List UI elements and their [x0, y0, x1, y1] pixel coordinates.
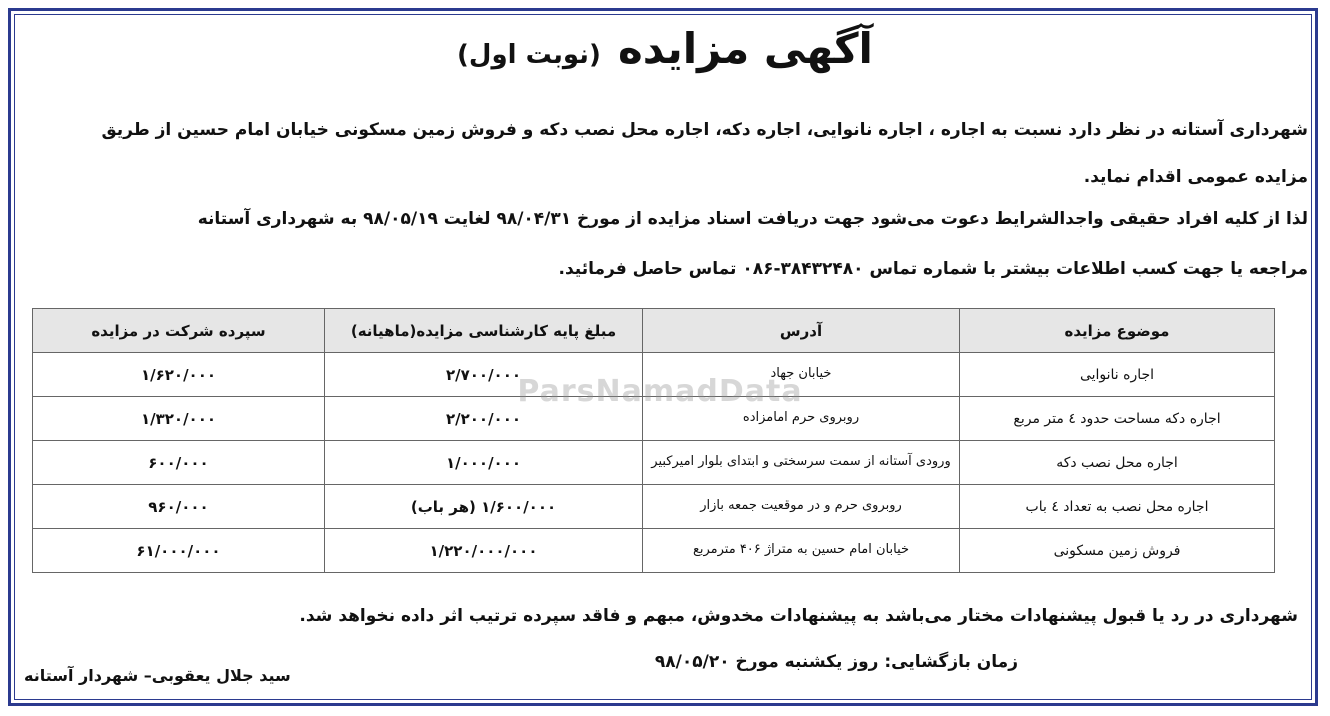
paragraph-line-1: شهرداری آستانه در نظر دارد نسبت به اجاره ، اجاره نانوایی، اجاره دکه، اجاره محل نصب دکه و فروش زمین مسکونی خیابان امام حسین از طریق — [101, 120, 1308, 140]
cell-address: روبروی حرم و در موقعیت جمعه بازار — [643, 485, 960, 529]
header-deposit: سپرده شرکت در مزایده — [33, 309, 325, 353]
signature: سید جلال یعقوبی– شهردار آستانه — [24, 666, 291, 685]
header-address: آدرس — [643, 309, 960, 353]
notice-title — [0, 24, 1330, 73]
opening-time: زمان بازگشایی: روز یکشنبه مورخ ۹۸/۰۵/۲۰ — [654, 652, 1018, 672]
table-row — [33, 353, 1275, 397]
table-row — [33, 397, 1275, 441]
cell-subject: اجاره نانوایی — [960, 353, 1275, 397]
paragraph-line-3: لذا از کلیه افراد حقیقی واجدالشرایط دعوت می‌شود جهت دریافت اسناد مزایده از مورخ ۹۸/۰۴/۳۱ لغایت ۹۸/۰۵/۱۹ به شهرداری آستانه — [197, 209, 1308, 229]
cell-address: خیابان امام حسین به متراژ ۴۰۶ مترمربع — [643, 529, 960, 573]
cell-subject: اجاره دکه مساحت حدود ٤ متر مربع — [960, 397, 1275, 441]
cell-deposit: ۶۱/۰۰۰/۰۰۰ — [33, 529, 325, 573]
cell-subject: اجاره محل نصب دکه — [960, 441, 1275, 485]
cell-price: ۱/۰۰۰/۰۰۰ — [325, 441, 643, 485]
header-subject: موضوع مزایده — [960, 309, 1275, 353]
watermark-logo: ParsNamadData — [517, 374, 803, 409]
footer-note: شهرداری در رد یا قبول پیشنهادات مختار می‌باشد به پیشنهادات مخدوش، مبهم و فاقد سپرده ترتیب اثر داده نخواهد شد. — [299, 606, 1298, 626]
auction-table — [32, 308, 1275, 573]
paragraph-line-2: مزایده عمومی اقدام نماید. — [1083, 167, 1308, 187]
cell-address: روبروی حرم امامزاده — [643, 397, 960, 441]
header-price: مبلغ پایه کارشناسی مزایده(ماهیانه) — [325, 309, 643, 353]
cell-subject: فروش زمین مسکونی — [960, 529, 1275, 573]
cell-deposit: ۱/۶۲۰/۰۰۰ — [33, 353, 325, 397]
cell-deposit: ۹۶۰/۰۰۰ — [33, 485, 325, 529]
cell-price: ۲/۷۰۰/۰۰۰ — [325, 353, 643, 397]
cell-deposit: ۶۰۰/۰۰۰ — [33, 441, 325, 485]
paragraph-line-4: مراجعه یا جهت کسب اطلاعات بیشتر با شماره تماس ۳۸۴۳۲۴۸۰-۰۸۶ تماس حاصل فرمائید. — [558, 259, 1308, 279]
cell-price: ۲/۲۰۰/۰۰۰ — [325, 397, 643, 441]
table-row — [33, 441, 1275, 485]
cell-deposit: ۱/۳۲۰/۰۰۰ — [33, 397, 325, 441]
cell-address: ورودی آستانه از سمت سرسختی و ابتدای بلوار امیرکبیر — [643, 441, 960, 485]
table-row — [33, 485, 1275, 529]
title-main: آگهی مزایده — [617, 24, 873, 73]
title-subtitle: (نوبت اول) — [457, 40, 601, 70]
cell-price: ۱/۶۰۰/۰۰۰ (هر باب) — [325, 485, 643, 529]
cell-subject: اجاره محل نصب به تعداد ٤ باب — [960, 485, 1275, 529]
cell-address: خیابان جهاد — [643, 353, 960, 397]
table-row — [33, 529, 1275, 573]
table-header-row — [33, 309, 1275, 353]
cell-price: ۱/۲۲۰/۰۰۰/۰۰۰ — [325, 529, 643, 573]
